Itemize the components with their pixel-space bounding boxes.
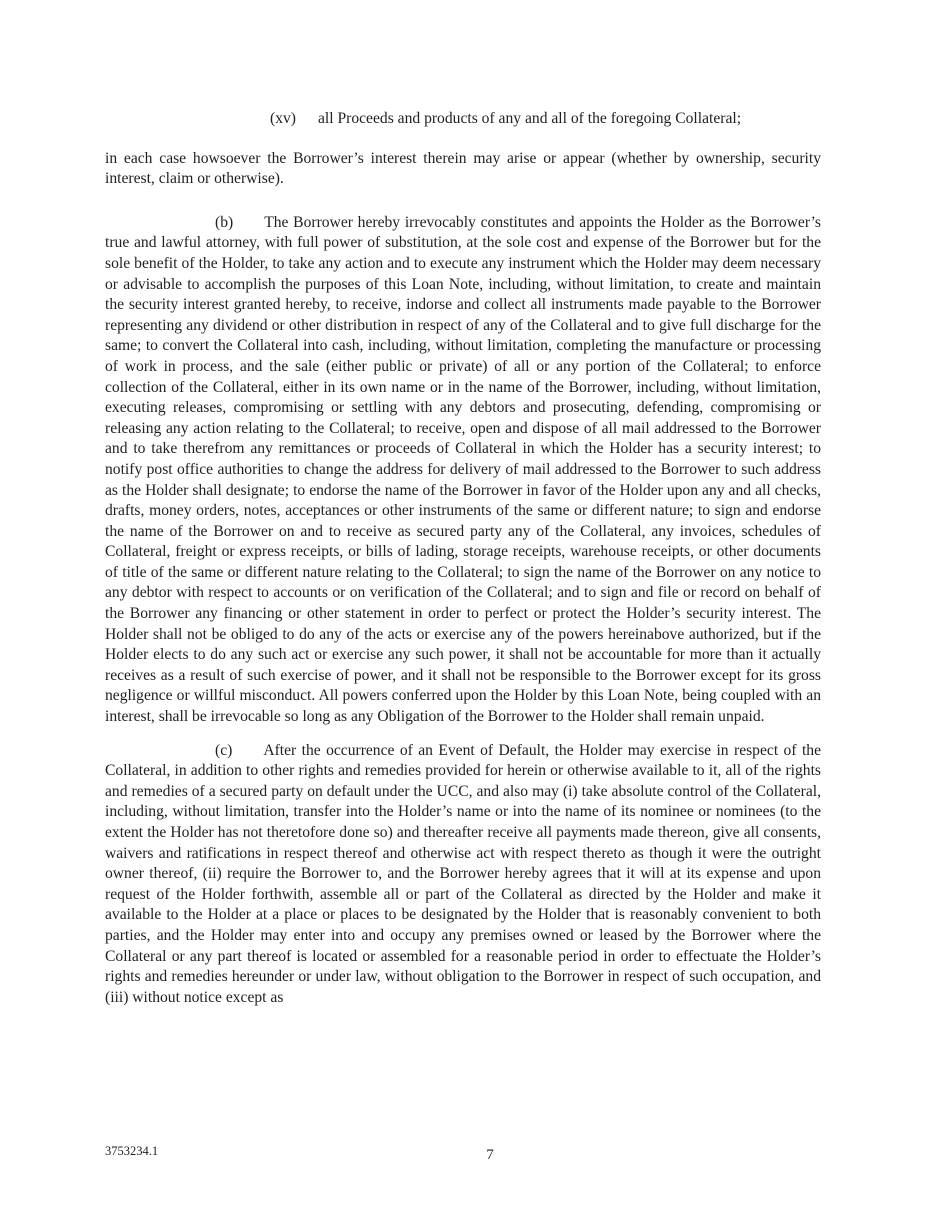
intro-paragraph: in each case howsoever the Borrower’s interest therein may arise or appear (whether by ownership, security interest, claim or otherwise). (105, 149, 821, 188)
clause-xv-number: (xv) (270, 110, 296, 127)
paragraph-b-text: The Borrower hereby irrevocably constitutes and appoints the Holder as the Borrower’s true and lawful attorney, with full power of substitution, at the sole cost and expense of the Borrower but for the sole benefit of the Holder, to take any action and to execute any instrument which the Holder may deem necessary or advisable to accomplish the purposes of this Loan Note, including, without limitation, to create and maintain the security interest granted hereby, to receive, indorse and collect all instruments made payable to the Borrower representing any dividend or other distribution in respect of any of the Collateral and to give full discharge for the same; to convert the Collateral into cash, including, without limitation, completing the manufacture or processing of work in process, and the sale (either public or private) of all or any portion of the Collateral; to enforce collection of the Collateral, either in its own name or in the name of the Borrower, including, without limitation, executing releases, compromising or settling with any debtors and prosecuting, defending, compromising or releasing any action relating to the Collateral; to receive, open and dispose of all mail addressed to the Borrower and to take therefrom any remittances or proceeds of Collateral in which the Holder has a security interest; to notify post office authorities to change the address for delivery of mail addressed to the Borrower to such address as the Holder shall designate; to endorse the name of the Borrower in favor of the Holder upon any and all checks, drafts, money orders, notes, acceptances or other instruments of the same or different nature; to sign and endorse the name of the Borrower on and to receive as secured party any of the Collateral, any invoices, schedules of Collateral, freight or express receipts, or bills of lading, storage receipts, warehouse receipts, or other documents of title of the same or different nature relating to the Collateral; to sign the name of the Borrower on any notice to any debtor with respect to accounts or on verification of the Collateral; and to sign and file or record on behalf of the Borrower any financing or other statement in order to perfect or protect the Holder’s security interest. The Holder shall not be obliged to do any of the acts or exercise any of the powers hereinabove authorized, but if the Holder elects to do any such act or exercise any such power, it shall not be accountable for more than it actually receives as a result of such exercise of power, and it shall not be responsible to the Borrower except for its gross negligence or willful misconduct. All powers conferred upon the Holder by this Loan Note, being coupled with an interest, shall be irrevocable so long as any Obligation of the Borrower to the Holder shall remain unpaid. (105, 213, 821, 726)
footer-document-number: 3753234.1 (105, 1144, 159, 1158)
clause-xv (105, 109, 821, 130)
footer-page-number: 7 (486, 1147, 494, 1163)
paragraph-b (105, 213, 821, 728)
paragraph-c-text: After the occurrence of an Event of Default, the Holder may exercise in respect of the Collateral, in addition to other rights and remedies provided for herein or otherwise available to it, all of the rights and remedies of a secured party on default under the UCC, and also may (i) take absolute control of the Collateral, including, without limitation, transfer into the Holder’s name or into the name of its nominee or nominees (to the extent the Holder has not theretofore done so) and thereafter receive all payments made thereon, give all consents, waivers and ratifications in respect thereof and otherwise act with respect thereto as though it were the outright owner thereof, (ii) require the Borrower to, and the Borrower hereby agrees that it will at its expense and upon request of the Holder forthwith, assemble all or part of the Collateral as directed by the Holder and make it available to the Holder at a place or places to be designated by the Holder that is reasonably convenient to both parties, and the Holder may enter into and occupy any premises owned or leased by the Borrower where the Collateral or any part thereof is located or assembled for a reasonable period in order to effectuate the Holder’s rights and remedies hereunder or under law, without obligation to the Borrower in respect of such occupation, and (iii) without notice except as (105, 741, 821, 1006)
paragraph-b-label: (b) (215, 213, 234, 231)
document-body (105, 109, 821, 1021)
paragraph-c (105, 741, 821, 1009)
clause-xv-text: all Proceeds and products of any and all of the foregoing Collateral; (317, 110, 742, 127)
paragraph-c-label: (c) (215, 741, 233, 759)
